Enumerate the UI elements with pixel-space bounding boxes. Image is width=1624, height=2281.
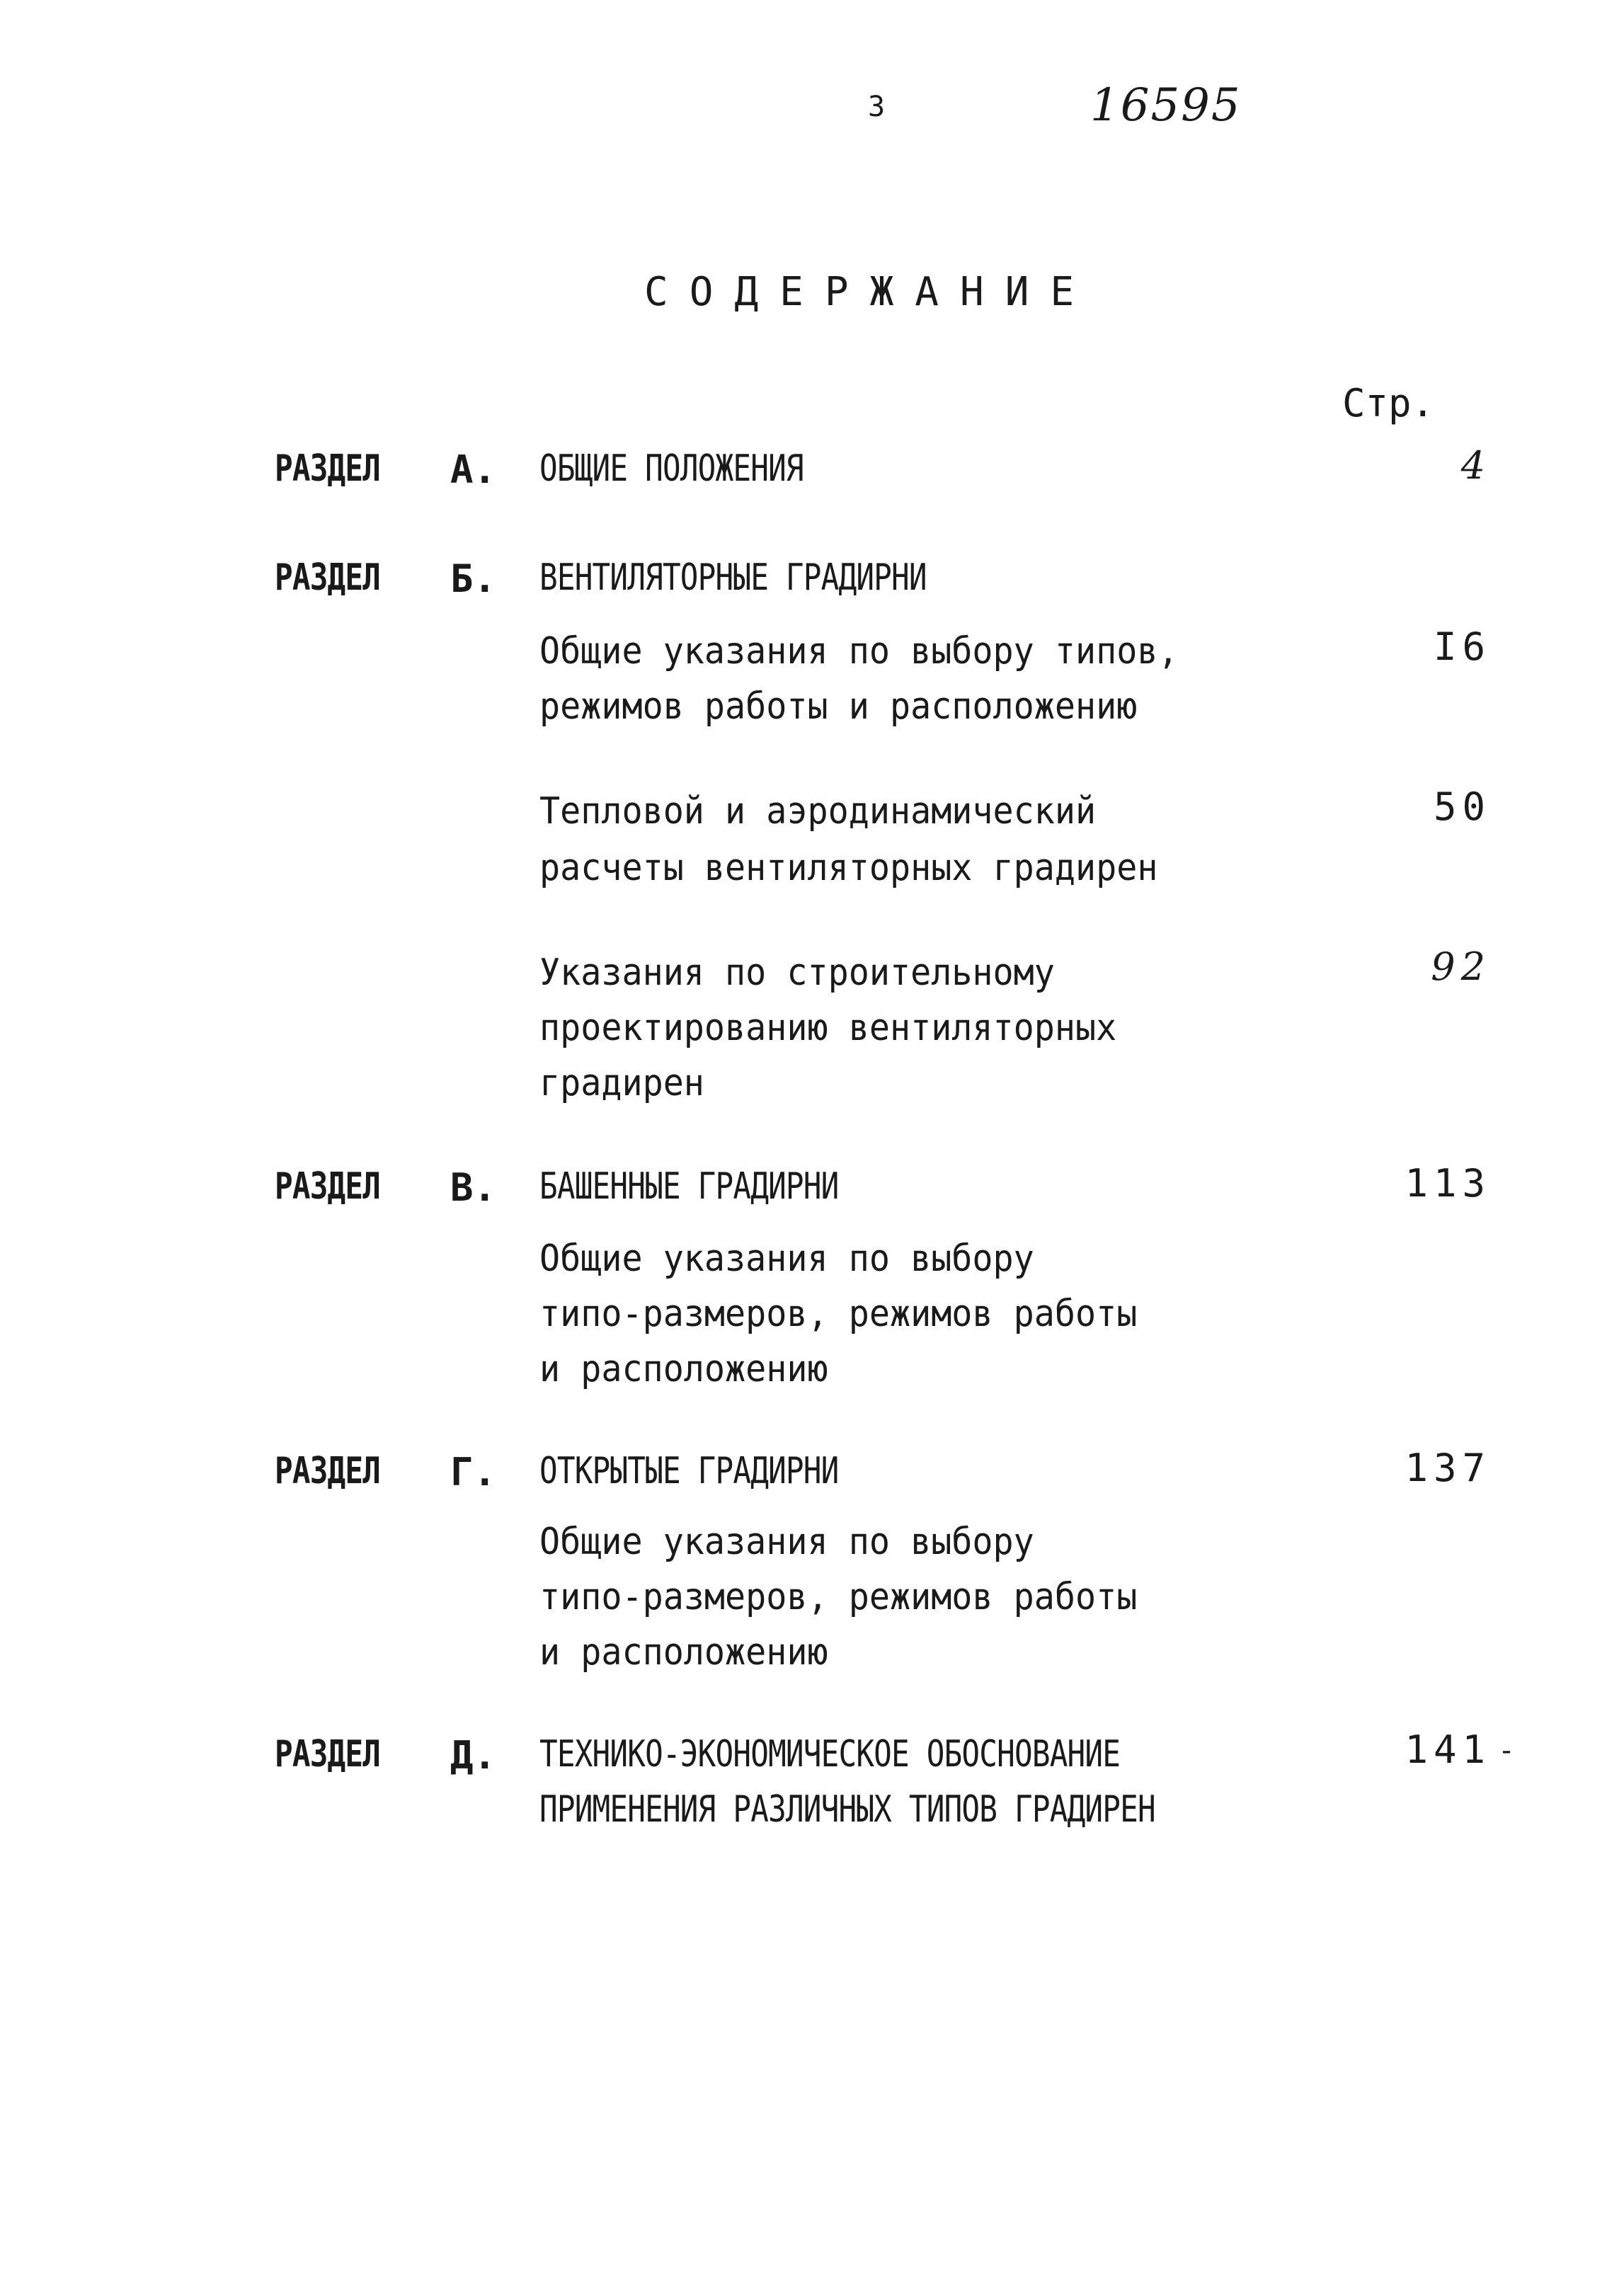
section-page-number: 4 xyxy=(1460,443,1491,488)
toc-line: и расположению xyxy=(539,1348,828,1390)
section-letter: Г. xyxy=(450,1450,497,1494)
section-title: ПРИМЕНЕНИЯ РАЗЛИЧНЫХ ТИПОВ ГРАДИРЕН xyxy=(539,1788,1155,1831)
toc-line: режимов работы и расположению xyxy=(539,685,1138,728)
section-label: РАЗДЕЛ xyxy=(275,556,381,599)
section-letter: А. xyxy=(450,447,497,492)
section-page-number: 113 xyxy=(1405,1161,1491,1206)
section-label: РАЗДЕЛ xyxy=(275,1450,381,1492)
toc-line: проектированию вентиляторных xyxy=(539,1007,1117,1049)
toc-line: градирен xyxy=(539,1062,704,1104)
toc-line: Общие указания по выбору xyxy=(539,1521,1034,1563)
section-title: ВЕНТИЛЯТОРНЫЕ ГРАДИРНИ xyxy=(539,556,927,599)
section-label: РАЗДЕЛ xyxy=(275,1165,381,1208)
toc-line: Общие указания по выбору xyxy=(539,1237,1034,1280)
section-title: ОТКРЫТЫЕ ГРАДИРНИ xyxy=(539,1450,839,1492)
section-letter: Б. xyxy=(450,556,497,601)
section-title: ОБЩИЕ ПОЛОЖЕНИЯ xyxy=(539,447,804,490)
page-column-label: Стр. xyxy=(1342,381,1435,425)
page-number: 3 xyxy=(868,91,886,123)
section-label: РАЗДЕЛ xyxy=(275,1733,381,1776)
toc-line: Указания по строительному xyxy=(539,951,1055,994)
subsection-page-number: 50 xyxy=(1433,784,1491,829)
section-title: БАШЕННЫЕ ГРАДИРНИ xyxy=(539,1165,839,1208)
toc-line: Тепловой и аэродинамический xyxy=(539,790,1097,833)
section-label: РАЗДЕЛ xyxy=(275,447,381,490)
section-letter: Д. xyxy=(450,1733,497,1778)
trailing-mark: - xyxy=(1498,1734,1516,1767)
subsection-page-number: 92 xyxy=(1431,944,1491,989)
subsection-page-number: I6 xyxy=(1433,624,1491,669)
page-title: СОДЕРЖАНИЕ xyxy=(644,269,1096,315)
section-title: ТЕХНИКО-ЭКОНОМИЧЕСКОЕ ОБОСНОВАНИЕ xyxy=(539,1733,1121,1776)
section-letter: В. xyxy=(450,1165,497,1210)
toc-line: и расположению xyxy=(539,1631,828,1674)
toc-line: типо-размеров, режимов работы xyxy=(539,1293,1138,1335)
section-page-number: 141 xyxy=(1405,1727,1491,1772)
section-page-number: 137 xyxy=(1405,1446,1491,1490)
toc-line: расчеты вентиляторных градирен xyxy=(539,847,1158,889)
handwritten-number: 16595 xyxy=(1090,79,1242,132)
toc-line: типо-размеров, режимов работы xyxy=(539,1576,1138,1618)
toc-line: Общие указания по выбору типов, xyxy=(539,630,1179,673)
